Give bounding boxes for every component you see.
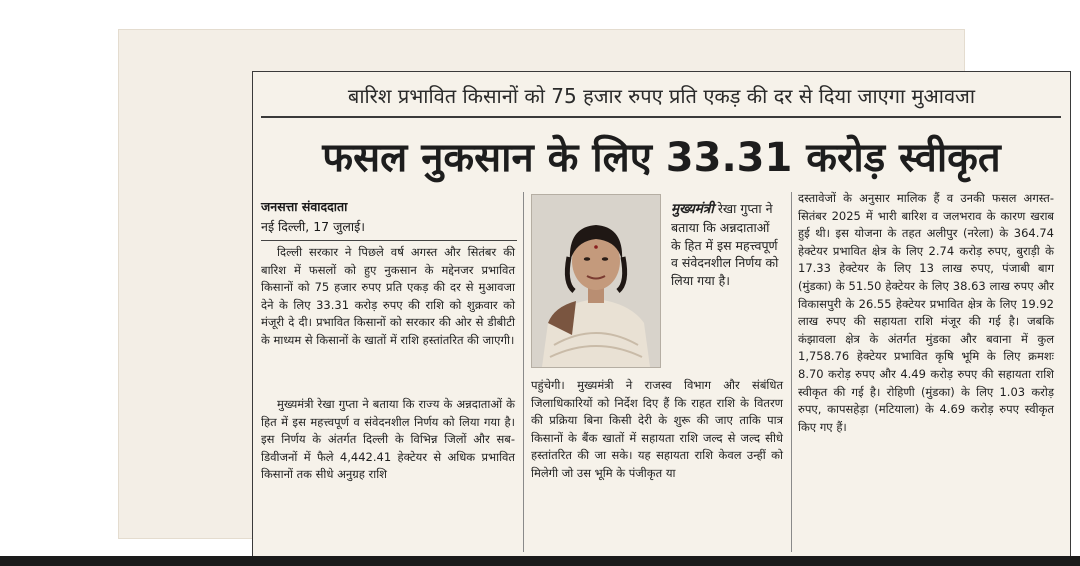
byline: जनसत्ता संवाददाता <box>261 199 348 214</box>
column-2 <box>531 377 783 483</box>
caption-lead: मुख्यमंत्री <box>671 201 714 217</box>
article-headline: फसल नुकसान के लिए 33.31 करोड़ स्वीकृत <box>322 135 1001 181</box>
portrait-image <box>532 195 660 367</box>
paragraph: पहुंचेगी। मुख्यमंत्री ने राजस्व विभाग और संबंधित जिलाधिकारियों को निर्देश दिए हैं कि राहत राशि के वितरण की प्रक्रिया बिना किसी देरी के शुरू की जाए ताकि पात्र किसानों के बैंक खातों में सहायता राशि जल्द से जल्द सीधे हस्तांतरित की जा सके। यह सहायता राशि केवल उन्हीं को मिलेगी जो उस भूमि के पंजीकृत या <box>531 378 783 480</box>
column-divider <box>791 192 792 552</box>
column-1-para-2 <box>261 396 515 484</box>
photo-caption <box>671 200 779 290</box>
chief-minister-photo <box>531 194 661 368</box>
newspaper-clipping <box>118 29 1054 539</box>
byline-divider <box>261 240 517 241</box>
bottom-bar <box>0 556 1080 566</box>
caption-text: रेखा गुप्ता ने बताया कि अन्नदाताओं के हित में इस महत्त्वपूर्ण व संवेदनशील निर्णय को लिया गया है। <box>671 201 779 289</box>
article-kicker: बारिश प्रभावित किसानों को 75 हजार रुपए प्रति एकड़ की दर से दिया जाएगा मुआवजा <box>347 84 976 108</box>
column-3 <box>798 190 1054 436</box>
dateline: नई दिल्ली, 17 जुलाई। <box>261 219 365 234</box>
paragraph: दस्तावेजों के अनुसार मालिक हैं व उनकी फसल अगस्त-सितंबर 2025 में भारी बारिश व जलभराव के कारण खराब हुई थी। इस योजना के तहत अलीपुर (नरेला) के 364.74 हेक्टेयर प्रभावित क्षेत्र के लिए 2.74 करोड़ रुपए, बुराड़ी के 17.33 हेक्टेयर के लिए 13 लाख रुपए, पंजाबी बाग (मुंडका) के 51.50 हेक्टेयर के लिए 38.63 लाख रुपए और विकासपुरी के 26.55 हेक्टेयर प्रभावित क्षेत्र के लिए 19.92 लाख रुपए की सहायता राशि मंजूर की गई है। जबकि कंझावला क्षेत्र के अंतर्गत मुंडका और बवाना में कुल 1,758.76 हेक्टेयर प्रभावित कृषि भूमि के लिए क्रमशः 8.70 करोड़ रुपए और 4.49 करोड़ रुपए की सहायता राशि स्वीकृत की गई है। रोहिणी (मुंडका) के लिए 1.03 करोड़ रुपए, कापसहेड़ा (मटियाला) के 4.69 करोड़ रुपए स्वीकृत किए गए हैं। <box>798 191 1054 434</box>
paragraph: दिल्ली सरकार ने पिछले वर्ष अगस्त और सितंबर की बारिश में फसलों को हुए नुकसान के मद्देनजर प्रभावित किसानों को 75 हजार रुपए प्रति एकड़ की दर से मुआवजा देने के लिए 33.31 करोड़ रुपए की राशि को शुक्रवार को मंजूरी दे दी। प्रभावित किसानों को सरकार की ओर से डीबीटी के माध्यम से किसानों के खातों में राशि हस्तांतरित की जाएगी। <box>261 245 515 347</box>
column-divider <box>523 192 524 552</box>
paragraph: मुख्यमंत्री रेखा गुप्ता ने बताया कि राज्य के अन्नदाताओं के हित में इस महत्त्वपूर्ण व संवेदनशील निर्णय को लिया गया है। इस निर्णय के अंतर्गत दिल्ली के विभिन्न जिलों और सब-डिवीजनों में फैले 4,442.41 हेक्टेयर से अधिक प्रभावित किसानों तक सीधे अनुग्रह राशि <box>261 397 515 482</box>
article-frame <box>252 71 1071 560</box>
kicker-divider <box>261 116 1061 118</box>
column-1-para-1 <box>261 244 515 350</box>
